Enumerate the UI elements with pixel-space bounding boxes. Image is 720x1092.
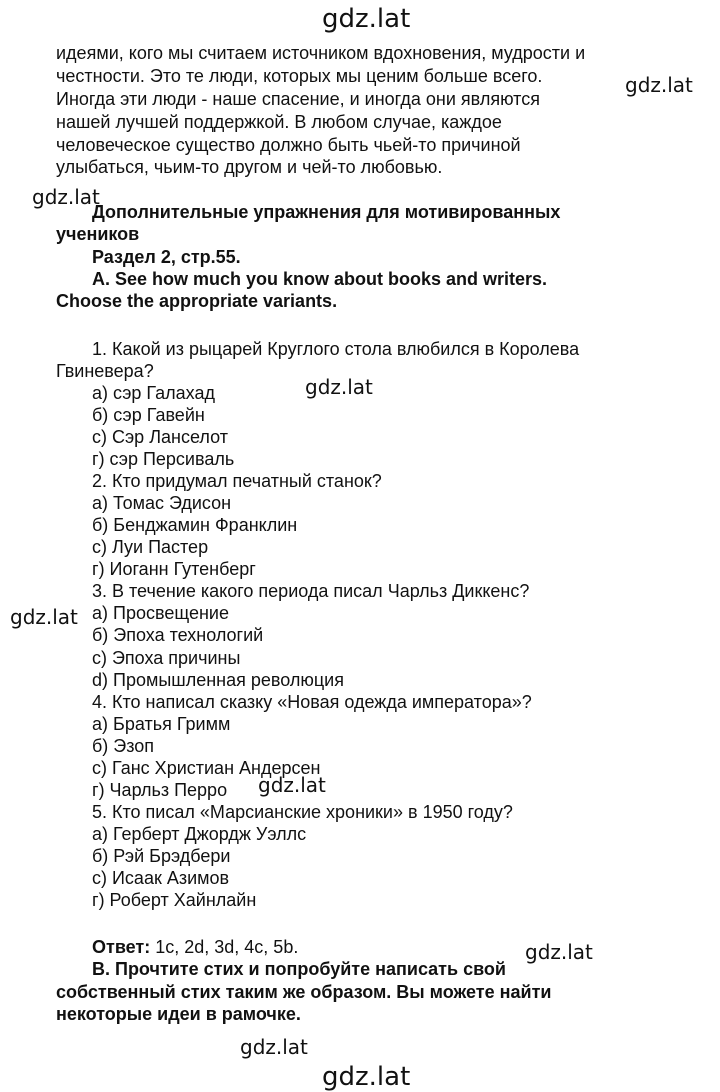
question-3: 3. В течение какого периода писал Чарльз Диккенс?: [92, 581, 530, 601]
heading-line1: Дополнительные упражнения для мотивированных: [92, 202, 561, 222]
task-b-line1: B. Прочтите стих и попробуйте написать свой: [92, 959, 506, 979]
option: б) Эзоп: [92, 736, 155, 756]
option: с) Эпоха причины: [92, 648, 241, 668]
task-b-line3: некоторые идеи в рамочке.: [56, 1004, 301, 1024]
option: г) Чарльз Перро: [92, 780, 228, 800]
watermark-mid-q1: gdz.lat: [305, 375, 373, 399]
option: б) Рэй Брэдбери: [92, 846, 231, 866]
option: а) Томас Эдисон: [92, 493, 232, 513]
task-b-line2: собственный стих таким же образом. Вы можете найти: [56, 982, 552, 1002]
watermark-right-answer: gdz.lat: [525, 940, 593, 964]
option: б) сэр Гавейн: [92, 405, 205, 425]
watermark-right-top: gdz.lat: [625, 73, 693, 97]
intro-line: идеями, кого мы считаем источником вдохновения, мудрости и: [56, 43, 586, 63]
task-a-line2: Choose the appropriate variants.: [56, 291, 338, 311]
question-2: 2. Кто придумал печатный станок?: [92, 471, 382, 491]
option: б) Эпоха технологий: [92, 625, 264, 645]
option: с) Луи Пастер: [92, 537, 209, 557]
option: а) Герберт Джордж Уэллс: [92, 824, 307, 844]
intro-line: человеческое существо должно быть чьей-то причиной: [56, 135, 521, 155]
option: с) Исаак Азимов: [92, 868, 230, 888]
watermark-left-mid: gdz.lat: [10, 605, 78, 629]
option: с) Ганс Христиан Андерсен: [92, 758, 321, 778]
option: с) Сэр Ланселот: [92, 427, 228, 447]
task-a-line1: A. See how much you know about books and writers.: [92, 269, 548, 289]
option: а) сэр Галахад: [92, 383, 215, 403]
option: г) сэр Персиваль: [92, 449, 235, 469]
section-ref: Раздел 2, стр.55.: [92, 247, 241, 267]
option: d) Промышленная революция: [92, 670, 344, 690]
watermark-mid-q4: gdz.lat: [258, 773, 326, 797]
option: а) Братья Гримм: [92, 714, 231, 734]
intro-line: нашей лучшей поддержкой. В любом случае, каждое: [56, 112, 502, 132]
heading-line2: учеников: [56, 224, 140, 244]
watermark-top: gdz.lat: [322, 4, 411, 34]
answer-label: Ответ:: [92, 937, 151, 957]
intro-line: честности. Это те люди, которых мы ценим больше всего.: [56, 66, 543, 86]
option: г) Роберт Хайнлайн: [92, 890, 257, 910]
question-1: 1. Какой из рыцарей Круглого стола влюбился в Королева: [92, 339, 580, 359]
watermark-bottom: gdz.lat: [322, 1062, 411, 1092]
intro-line: Иногда эти люди - наше спасение, и иногда они являются: [56, 89, 540, 109]
question-1-cont: Гвиневера?: [56, 361, 154, 381]
option: а) Просвещение: [92, 603, 229, 623]
answer-value: 1c, 2d, 3d, 4c, 5b.: [150, 937, 299, 957]
answer-line: [92, 936, 298, 958]
watermark-left-heading: gdz.lat: [32, 185, 100, 209]
question-5: 5. Кто писал «Марсианские хроники» в 1950 году?: [92, 802, 513, 822]
question-4: 4. Кто написал сказку «Новая одежда императора»?: [92, 692, 532, 712]
watermark-bottom-small: gdz.lat: [240, 1035, 308, 1059]
option: б) Бенджамин Франклин: [92, 515, 298, 535]
intro-line: улыбаться, чьим-то другом и чей-то любовью.: [56, 157, 443, 177]
option: г) Иоганн Гутенберг: [92, 559, 256, 579]
